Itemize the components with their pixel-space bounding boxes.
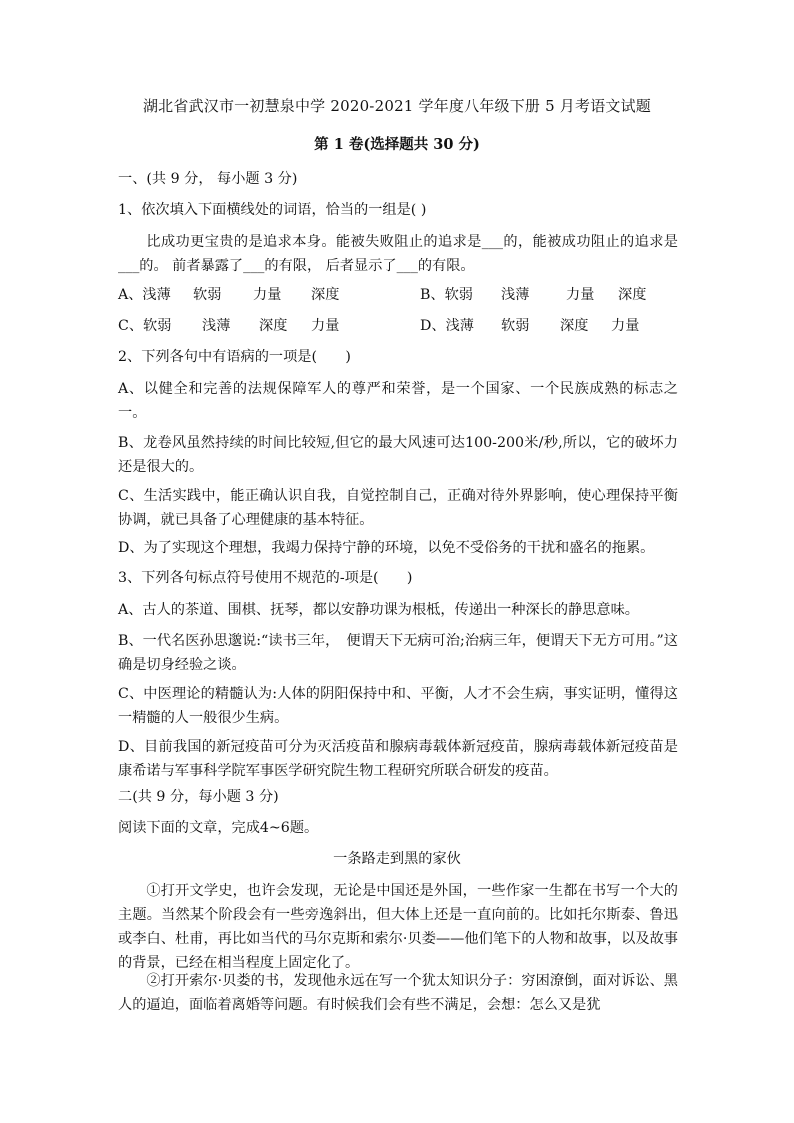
q3-stem: 3、下列各句标点符号使用不规范的-项是( ) [118,570,413,586]
section2-instruction: 阅读下面的文章，完成4~6题。 [118,820,319,836]
q3-option-c: C、中医理论的精髓认为:人体的阴阳保持中和、平衡，人才不会生病，事实证明，懂得这一精髓的人一般很少生病。 [118,686,678,726]
q1-option-d-word3: 深度 [560,318,589,334]
q1-option-a-label: A、浅薄 [118,287,171,303]
q2-option-c: C、生活实践中，能正确认识自我，自觉控制自己，正确对待外界影响，使心理保持平衡协调，就已具备了心理健康的基本特征。 [118,488,678,528]
q1-passage: 比成功更宝贵的是追求本身。能被失败阻止的追求是___的，能被成功阻止的追求是___的。 前者暴露了___的有限， 后者显示了___的有限。 [118,234,678,274]
q1-option-b-word2: 浅薄 [501,287,530,303]
q3-option-b: B、一代名医孙思邈说:“读书三年， 便谓天下无病可治;治病三年，便谓天下无方可用。”这确是切身经验之谈。 [118,633,678,673]
exam-title: 湖北省武汉市一初慧泉中学 2020-2021 学年度八年级下册 5 月考语文试题 [142,97,652,115]
q1-options-row-2 [118,315,678,337]
q1-option-b-word4: 深度 [618,287,647,303]
volume-heading: 第 1 卷(选择题共 30 分) [314,136,480,153]
section1-heading: 一、(共 9 分， 每小题 3 分) [118,171,298,187]
q2-option-a: A、以健全和完善的法规保障军人的尊严和荣誉，是一个国家、一个民族成熟的标志之一。 [118,381,678,421]
q2-option-d: D、为了实现这个理想，我竭力保持宁静的环境，以免不受俗务的干扰和盛名的拖累。 [118,540,655,556]
q1-option-a-word2: 软弱 [193,287,222,303]
q1-option-d-word4: 力量 [611,318,640,334]
article-paragraph-2: ②打开索尔·贝娄的书，发现他永远在写一个犹太知识分子：穷困潦倒，面对诉讼、黑人的逼迫，面临着离婚等问题。有时候我们会有些不满足，会想：怎么又是犹 [118,973,678,1013]
article-title: 一条路走到黑的家伙 [333,851,461,867]
q1-option-c-word3: 深度 [259,318,288,334]
q1-option-c-word4: 力量 [311,318,340,334]
q1-option-a-word4: 深度 [311,287,340,303]
q1-stem: 1、依次填入下面横线处的词语，恰当的一组是( ) [118,202,427,218]
q1-option-b-word3: 力量 [566,287,595,303]
q1-option-c-word2: 浅薄 [202,318,231,334]
q1-options-row-1 [118,284,678,306]
q2-stem: 2、下列各句中有语病的一项是( ) [118,349,351,365]
q1-option-a-word3: 力量 [253,287,282,303]
q3-option-a: A、古人的茶道、围棋、抚琴，都以安静功课为根柢，传递出一种深长的静思意味。 [118,602,639,618]
q2-option-b: B、龙卷风虽然持续的时间比较短,但它的最大风速可达100-200米/秒,所以，它的破坏力还是很大的。 [118,435,678,475]
q1-option-d-word2: 软弱 [501,318,530,334]
q3-option-d: D、目前我国的新冠疫苗可分为灭活疫苗和腺病毒载体新冠疫苗，腺病毒载体新冠疫苗是康希诺与军事科学院军事医学研究院生物工程研究所联合研发的疫苗。 [118,739,678,779]
article-paragraph-1: ①打开文学史，也许会发现，无论是中国还是外国，一些作家一生都在书写一个大的主题。当然某个阶段会有一些旁逸斜出，但大体上还是一直向前的。比如托尔斯泰、鲁迅或李白、杜甫，再比如当代的马尔克斯和索尔·贝娄——他们笔下的人物和故事，以及故事的背景，已经在相当程度上固定化了。 [118,883,678,971]
q1-option-c-label: C、软弱 [118,318,172,334]
section2-heading: 二(共 9 分，每小题 3 分) [118,789,279,805]
q1-option-b-label: B、软弱 [420,287,473,303]
q1-option-d-label: D、浅薄 [420,318,474,334]
